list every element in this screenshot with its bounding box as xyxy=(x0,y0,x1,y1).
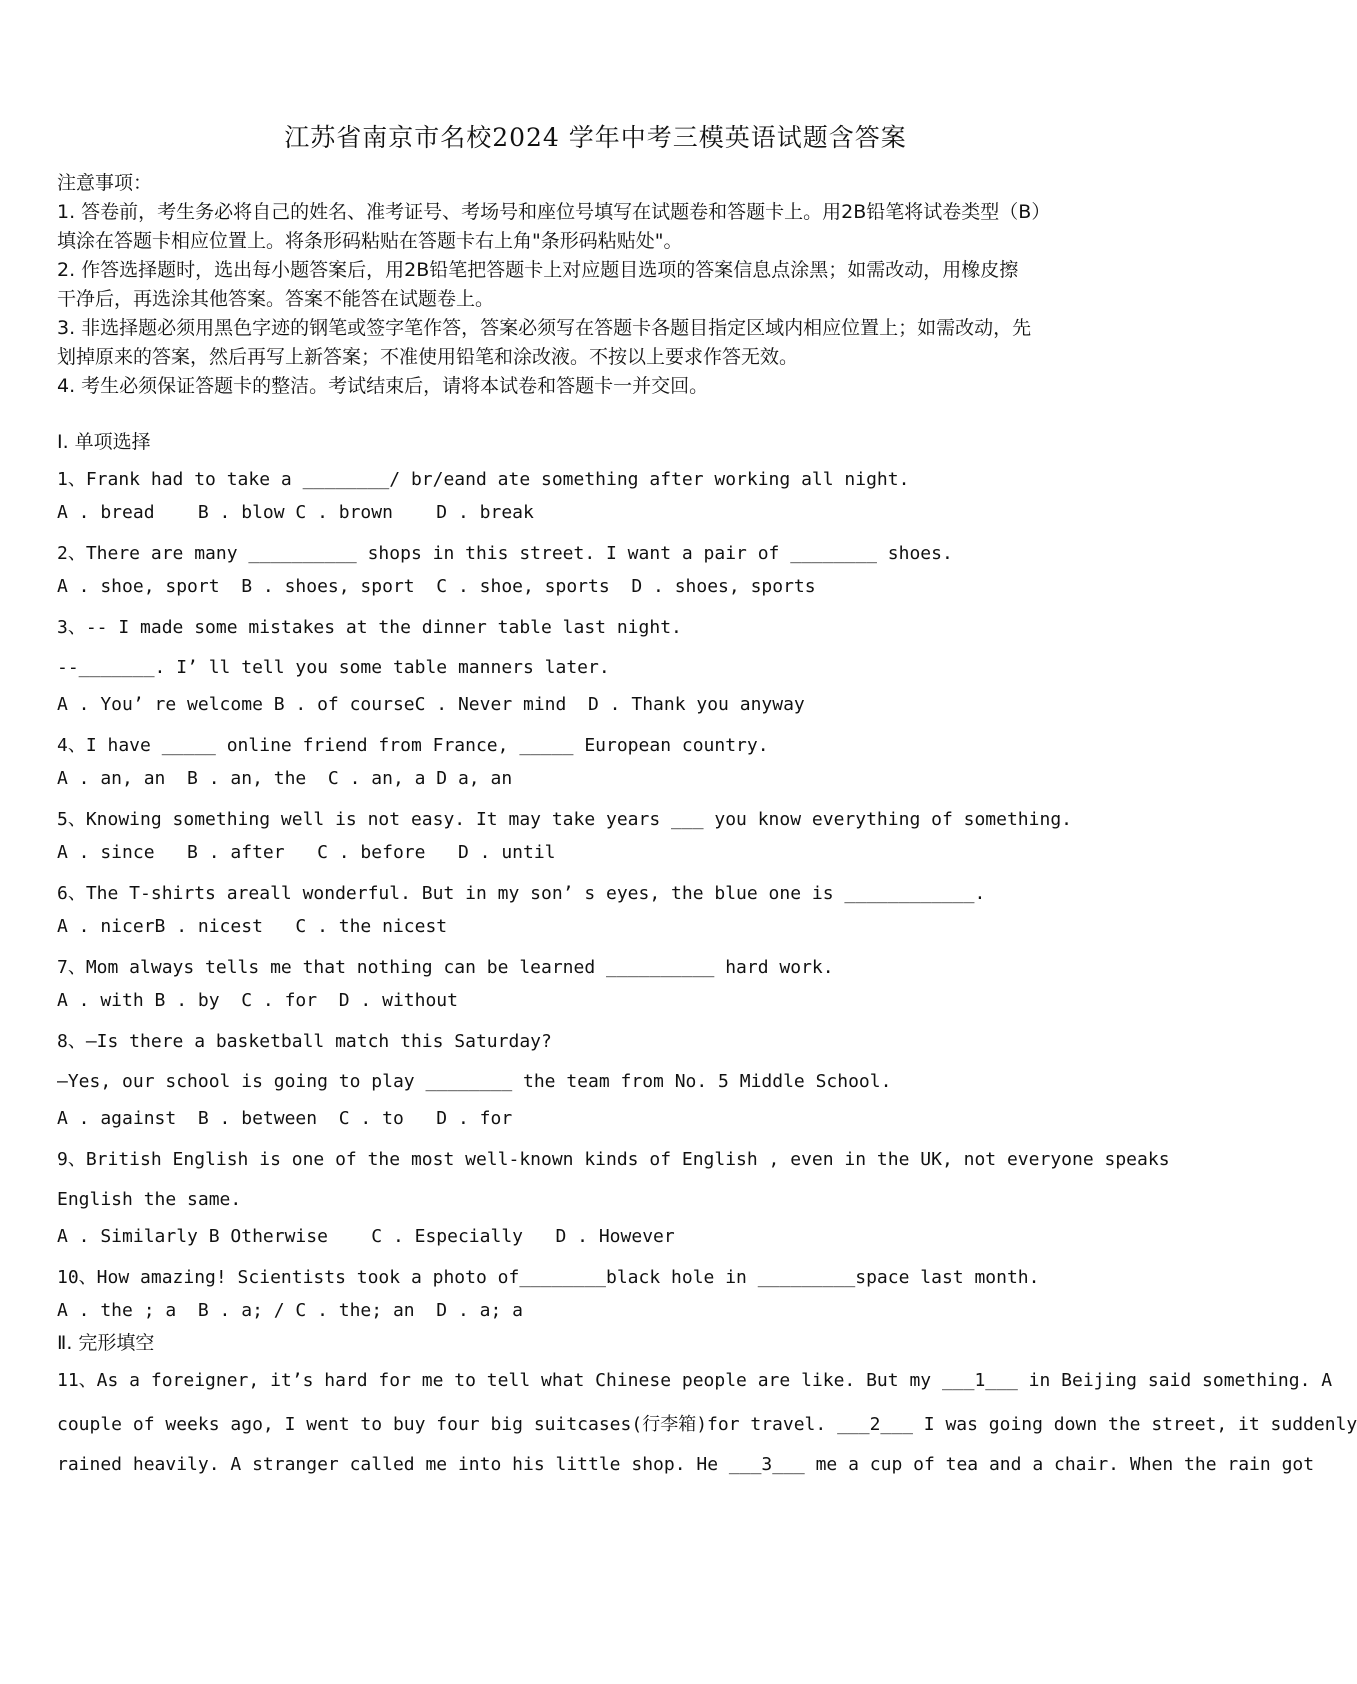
option-line: A . the ; a B . a; / C . the; an D . a; a xyxy=(57,1300,523,1321)
notice-line: 填涂在答题卡相应位置上。将条形码粘贴在答题卡右上角"条形码粘贴处"。 xyxy=(57,230,683,252)
question-line: 2、There are many __________ shops in this street. I want a pair of ________ shoes. xyxy=(57,543,953,564)
option-line: A . bread B . blow C . brown D . break xyxy=(57,502,534,523)
notice-line: 划掉原来的答案，然后再写上新答案；不准使用铅笔和涂改液。不按以上要求作答无效。 xyxy=(57,346,799,368)
notice-line: 4. 考生必须保证答题卡的整洁。考试结束后，请将本试卷和答题卡一并交回。 xyxy=(57,375,709,397)
question-line: --_______. I’ ll tell you some table manners later. xyxy=(57,657,610,678)
option-line: A . Similarly B Otherwise C . Especially D . However xyxy=(57,1226,675,1247)
option-line: A . shoe, sport B . shoes, sport C . shoe, sports D . shoes, sports xyxy=(57,576,816,597)
question-line: 7、Mom always tells me that nothing can be learned __________ hard work. xyxy=(57,957,834,978)
option-line: A . against B . between C . to D . for xyxy=(57,1108,513,1129)
option-line: A . nicerB . nicest C . the nicest xyxy=(57,916,448,937)
section-heading-cloze: Ⅱ. 完形填空 xyxy=(57,1332,155,1354)
option-line: A . an, an B . an, the C . an, a D a, an xyxy=(57,768,513,789)
cloze-line: rained heavily. A stranger called me into his little shop. He ___3___ me a cup of tea and a chair. When the rain got xyxy=(57,1454,1315,1475)
option-line: A . You’ re welcome B . of courseC . Never mind D . Thank you anyway xyxy=(57,694,805,715)
question-line: 9、British English is one of the most well-known kinds of English , even in the UK, not everyone speaks xyxy=(57,1149,1170,1170)
question-line: —Yes, our school is going to play ________ the team from No. 5 Middle School. xyxy=(57,1071,892,1092)
notice-line: 1. 答卷前，考生务必将自己的姓名、准考证号、考场号和座位号填写在试题卷和答题卡上。用2B铅笔将试卷类型（B） xyxy=(57,201,1051,223)
cloze-line: couple of weeks ago, I went to buy four big suitcases(行李箱)for travel. ___2___ I was going down the street, it suddenly xyxy=(57,1414,1357,1435)
question-line: 1、Frank had to take a ________/ br/eand ate something after working all night. xyxy=(57,469,910,490)
question-line: 6、The T-shirts areall wonderful. But in my son’ s eyes, the blue one is ____________. xyxy=(57,883,986,904)
question-line: 5、Knowing something well is not easy. It may take years ___ you know everything of something. xyxy=(57,809,1072,830)
notice-line: 干净后，再选涂其他答案。答案不能答在试题卷上。 xyxy=(57,288,495,310)
option-line: A . with B . by C . for D . without xyxy=(57,990,458,1011)
question-line: 10、How amazing! Scientists took a photo of________black hole in _________space last month. xyxy=(57,1267,1040,1288)
notice-heading: 注意事项： xyxy=(57,172,153,194)
section-heading-single-choice: Ⅰ. 单项选择 xyxy=(57,431,151,453)
cloze-line: 11、As a foreigner, it’s hard for me to tell what Chinese people are like. But my ___1___ in Beijing said something. A xyxy=(57,1370,1333,1391)
question-line: 3、-- I made some mistakes at the dinner table last night. xyxy=(57,617,682,638)
document-title: 江苏省南京市名校2024 学年中考三模英语试题含答案 xyxy=(284,123,907,152)
option-line: A . since B . after C . before D . until xyxy=(57,842,556,863)
question-line: 8、—Is there a basketball match this Saturday? xyxy=(57,1031,552,1052)
notice-line: 3. 非选择题必须用黑色字迹的钢笔或签字笔作答，答案必须写在答题卡各题目指定区域内相应位置上；如需改动，先 xyxy=(57,317,1032,339)
question-line: English the same. xyxy=(57,1189,242,1210)
question-line: 4、I have _____ online friend from France, _____ European country. xyxy=(57,735,769,756)
notice-line: 2. 作答选择题时，选出每小题答案后，用2B铅笔把答题卡上对应题目选项的答案信息点涂黑；如需改动，用橡皮擦 xyxy=(57,259,1019,281)
